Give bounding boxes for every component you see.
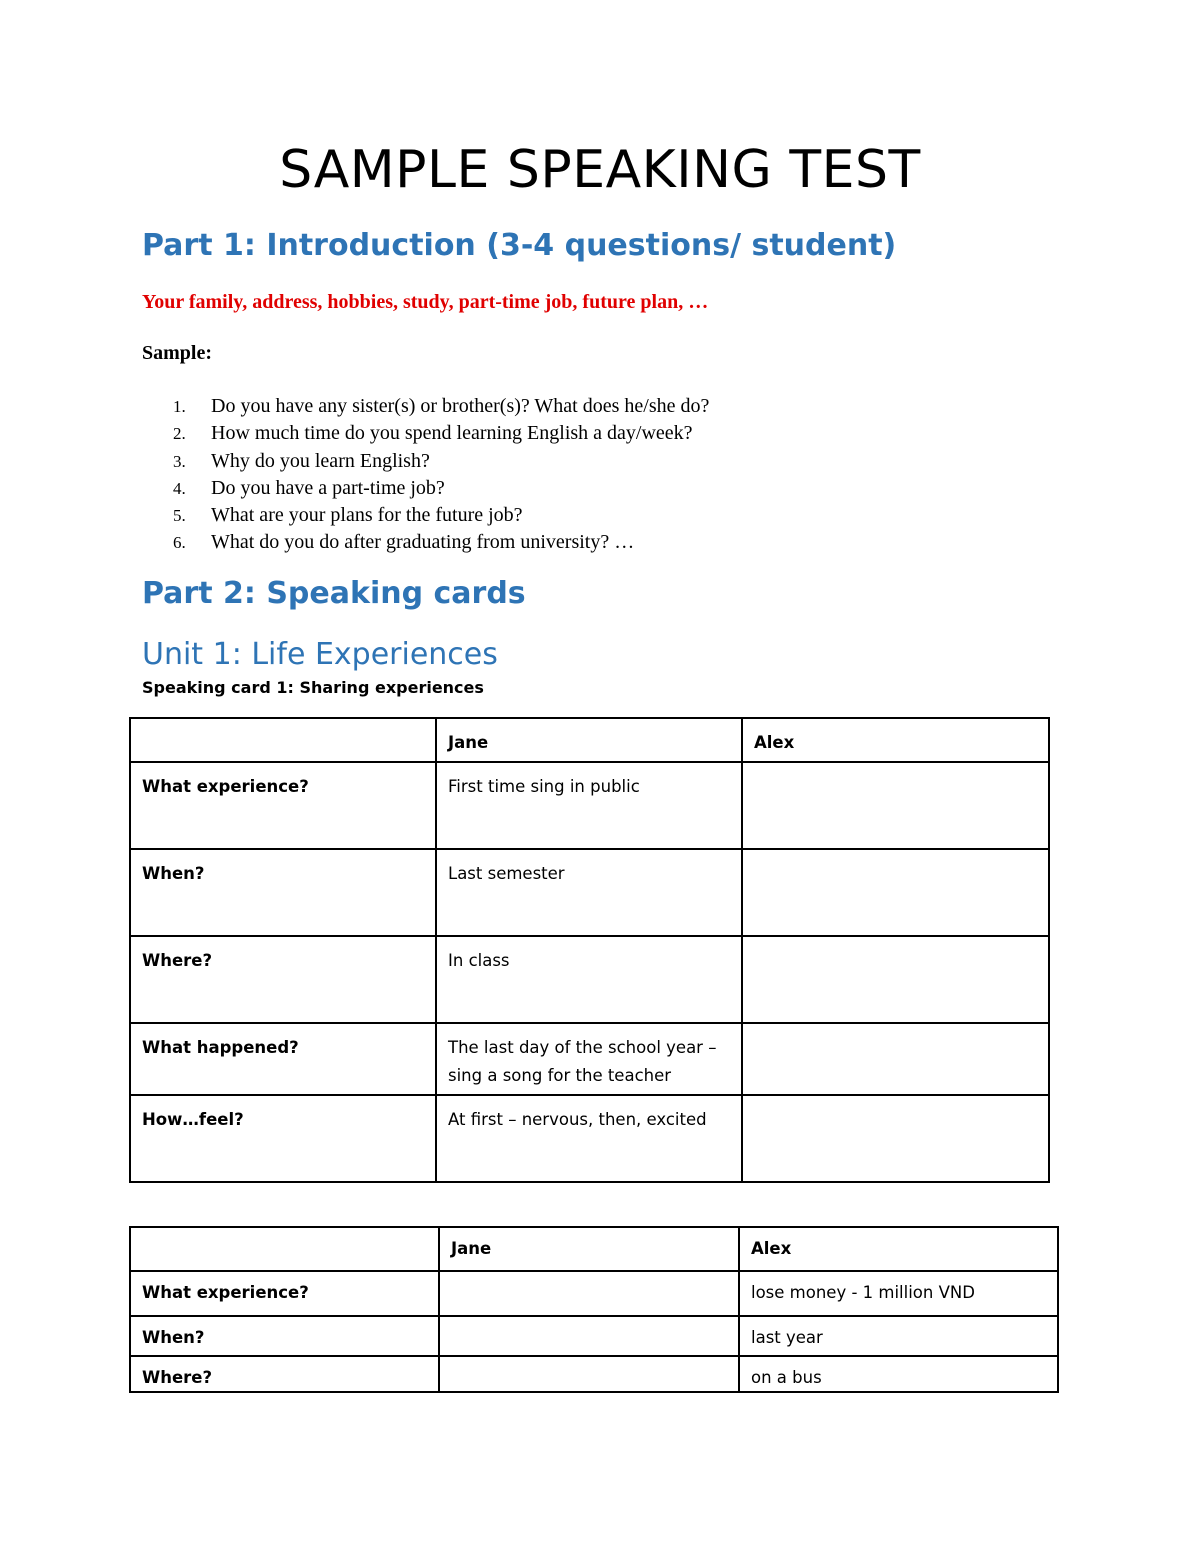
jane-cell: At first – nervous, then, excited — [436, 1095, 742, 1182]
jane-cell: Last semester — [436, 849, 742, 936]
alex-cell — [742, 762, 1049, 849]
table-row — [130, 1356, 1058, 1392]
jane-cell: First time sing in public — [436, 762, 742, 849]
table-header-cell: Jane — [436, 718, 742, 762]
table-header-cell: Alex — [742, 718, 1049, 762]
jane-cell: In class — [436, 936, 742, 1023]
question-cell: Where? — [130, 1356, 439, 1392]
table-row — [130, 936, 1049, 1023]
sample-question-list — [173, 393, 709, 557]
speaking-card-table-1 — [129, 717, 1050, 1183]
question-cell: What experience? — [130, 762, 436, 849]
table-header-row — [130, 718, 1049, 762]
alex-cell — [742, 936, 1049, 1023]
table-row — [130, 762, 1049, 849]
unit-heading: Unit 1: Life Experiences — [142, 637, 498, 672]
part2-heading: Part 2: Speaking cards — [142, 576, 526, 611]
part1-topics: Your family, address, hobbies, study, part-time job, future plan, … — [142, 291, 709, 313]
question-cell: When? — [130, 849, 436, 936]
jane-cell — [439, 1316, 739, 1356]
list-item: 1. Do you have any sister(s) or brother(s)? What does he/she do? — [173, 395, 710, 417]
question-cell: When? — [130, 1316, 439, 1356]
table-header-cell: Jane — [439, 1227, 739, 1271]
question-cell: What experience? — [130, 1271, 439, 1316]
table-row — [130, 1271, 1058, 1316]
speaking-card-label: Speaking card 1: Sharing experiences — [142, 678, 484, 697]
alex-cell — [742, 849, 1049, 936]
table-header-cell — [130, 1227, 439, 1271]
table-header-cell: Alex — [739, 1227, 1058, 1271]
list-item: 2. How much time do you spend learning English a day/week? — [173, 422, 693, 445]
speaking-card-table-2 — [129, 1226, 1059, 1393]
sample-label: Sample: — [142, 342, 212, 364]
alex-cell — [742, 1095, 1049, 1182]
jane-cell — [439, 1356, 739, 1392]
table-row — [130, 1023, 1049, 1095]
table-row — [130, 849, 1049, 936]
alex-cell — [742, 1023, 1049, 1095]
list-item: 5. What are your plans for the future job? — [173, 504, 523, 527]
table-row — [130, 1095, 1049, 1182]
jane-cell: The last day of the school year – sing a song for the teacher — [436, 1023, 742, 1095]
alex-cell: lose money - 1 million VND — [739, 1271, 1058, 1316]
alex-cell: on a bus — [739, 1356, 1058, 1392]
list-item: 4. Do you have a part-time job? — [173, 476, 445, 499]
part1-heading: Part 1: Introduction (3-4 questions/ student) — [142, 228, 897, 263]
table-header-row — [130, 1227, 1058, 1271]
list-item: 6. What do you do after graduating from university? … — [173, 531, 635, 554]
table-row — [130, 1316, 1058, 1356]
jane-cell — [439, 1271, 739, 1316]
document-title: SAMPLE SPEAKING TEST — [279, 140, 921, 200]
question-cell: Where? — [130, 936, 436, 1023]
question-cell: How…feel? — [130, 1095, 436, 1182]
list-item: 3. Why do you learn English? — [173, 449, 430, 472]
table-header-cell — [130, 718, 436, 762]
alex-cell: last year — [739, 1316, 1058, 1356]
question-cell: What happened? — [130, 1023, 436, 1095]
